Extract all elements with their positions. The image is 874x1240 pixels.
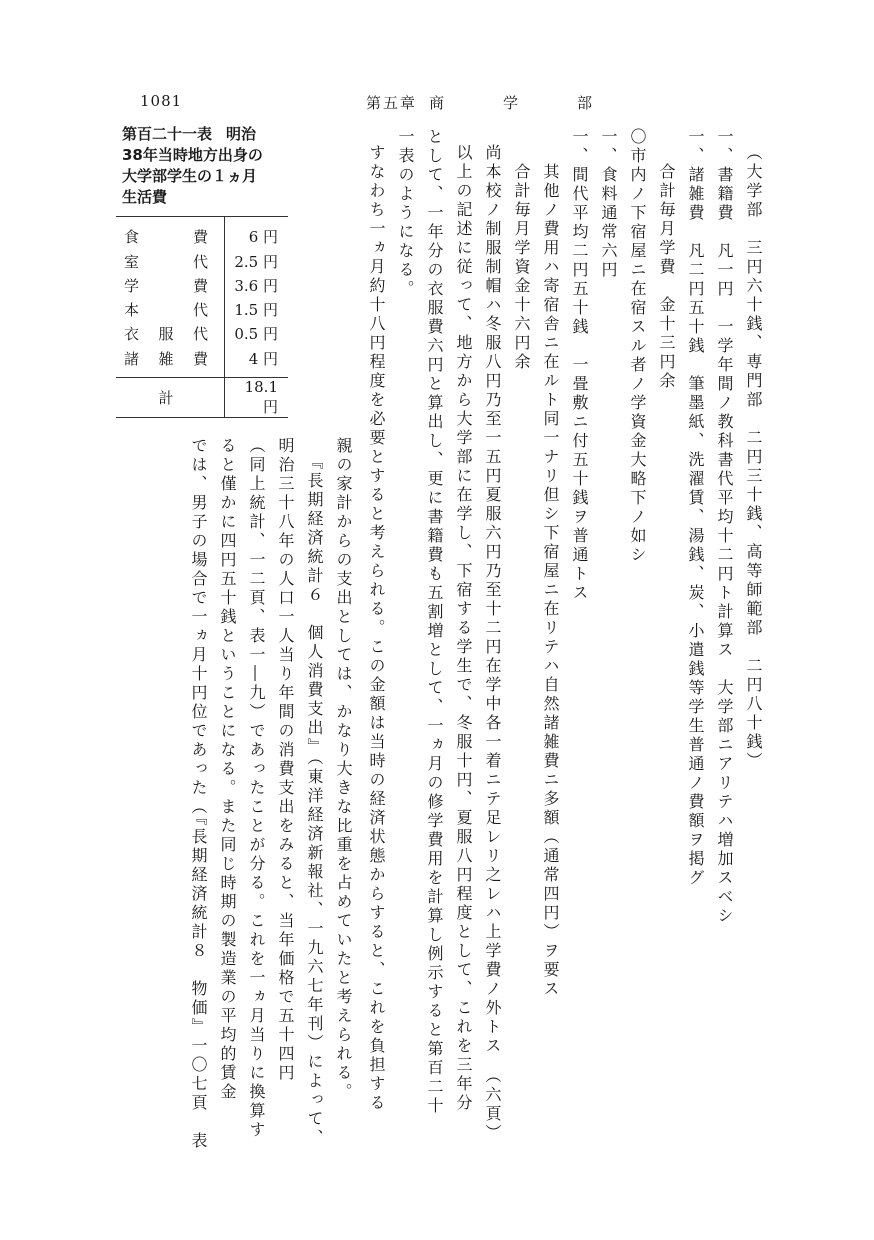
row-item: 衣服代 <box>124 324 208 343</box>
row-value: 4 円 <box>225 345 289 378</box>
row-value: 1.5 円 <box>225 297 289 321</box>
living-cost-table <box>116 216 288 418</box>
upper-body-text <box>362 128 768 1143</box>
text-line: ると僅かに四円五十銭ということになる。また同じ時期の製造業の平均的賃金 <box>218 437 237 1102</box>
row-item: 学費 <box>124 276 208 295</box>
table-row <box>116 345 288 378</box>
table-row <box>116 217 288 250</box>
table-title-line2: 38年当時地方出身の <box>122 146 263 164</box>
text-line: 以上の記述に従って、地方から大学部に在学し、下宿する学生で、冬服十円、夏服八円程度として、これを三年分 <box>454 144 473 1113</box>
text-line: すなわち一ヵ月約十八円程度を必要とすると考えられる。この金額は当時の経済状態からすると、これを負担する <box>367 144 386 1113</box>
page-number: 1081 <box>140 92 183 110</box>
text-line: 其他ノ費用ハ寄宿舎ニ在ルト同一ナリ但シ下宿屋ニ在リテハ自然諸雑費ニ多額（通常四円）ヲ要ス <box>541 163 560 999</box>
table-title-line4: 生活費 <box>122 188 168 206</box>
total-label: 計 <box>116 378 208 418</box>
text-line: 一表のようになる。 <box>396 128 415 299</box>
text-line: 親の家計からの支出としては、かなり大きな比重を占めていたと考えられる。 <box>334 437 353 1102</box>
living-cost-table-box <box>116 124 288 418</box>
text-line: 一、間代平均二円五十銭 一畳敷ニ付五十銭ヲ普通トス <box>570 128 589 603</box>
table-row <box>116 273 288 297</box>
table-title-era: 明治 <box>226 125 257 143</box>
text-line: 一、食料通常六円 <box>599 128 618 280</box>
table-number: 第百二十一表 <box>122 125 213 143</box>
row-value: 2.5 円 <box>225 249 289 273</box>
text-line: 合計毎月学資金十六円余 <box>512 163 531 372</box>
section-label: 商 学 部 <box>429 94 615 112</box>
text-line: 明治三十八年の人口一人当り年間の消費支出をみると、当年価格で五十四円 <box>276 437 295 1083</box>
row-item: 本代 <box>124 300 208 319</box>
lower-body-text <box>184 437 358 1151</box>
total-value: 18.1 円 <box>225 378 289 418</box>
text-line: 一、書籍費 凡一円 一学年間ノ教科書代平均十二円ト計算ス 大学部ニアリテハ増加スベシ <box>715 128 734 926</box>
text-line: 一、諸雑費 凡二円五十銭 筆墨紙、洗濯賃、湯銭、炭、小遣銭等学生普通ノ費額ヲ掲グ <box>686 128 705 888</box>
table-title <box>116 124 288 208</box>
text-line: （同上統計、一二頁、表一―九）であったことが分る。これを一ヵ月当りに換算す <box>247 437 266 1140</box>
table-row <box>116 321 288 345</box>
table-total-row <box>116 378 288 418</box>
table-row <box>116 249 288 273</box>
row-value: 6 円 <box>225 217 289 250</box>
row-item: 諸雑費 <box>124 349 208 368</box>
running-head <box>366 92 614 113</box>
text-line: として、一年分の衣服費六円と算出し、更に書籍費も五割増として、一ヵ月の修学費用を計算し例示すると第百二十 <box>425 128 444 1116</box>
text-line: （大学部 三円六十銭、専門部 二円三十銭、高等師範部 二円八十銭） <box>744 144 763 771</box>
row-item: 食費 <box>124 227 208 246</box>
text-line: 『長期経済統計６ 個人消費支出』（東洋経済新報社、一九六七年刊）によって、 <box>305 453 324 1148</box>
row-item: 室代 <box>124 252 208 271</box>
text-line: 尚本校ノ制服制帽ハ冬服八円乃至一五円夏服六円乃至十二円在学中各一着ニテ足レリ之レハ上学費ノ外トス （六頁） <box>483 144 502 1143</box>
text-line: では、男子の場合で一ヵ月十円位であった（『長期経済統計８ 物価』一〇七頁 表 <box>189 437 208 1151</box>
table-row <box>116 297 288 321</box>
text-line: 合計毎月学費 金十三円余 <box>657 163 676 391</box>
row-value: 0.5 円 <box>225 321 289 345</box>
table-title-line3: 大学部学生の１ヵ月 <box>122 167 258 185</box>
row-value: 3.6 円 <box>225 273 289 297</box>
chapter-label: 第五章 <box>366 94 418 112</box>
text-line: 〇市内ノ下宿屋ニ在宿スル者ノ学資金大略下ノ如シ <box>628 128 647 565</box>
